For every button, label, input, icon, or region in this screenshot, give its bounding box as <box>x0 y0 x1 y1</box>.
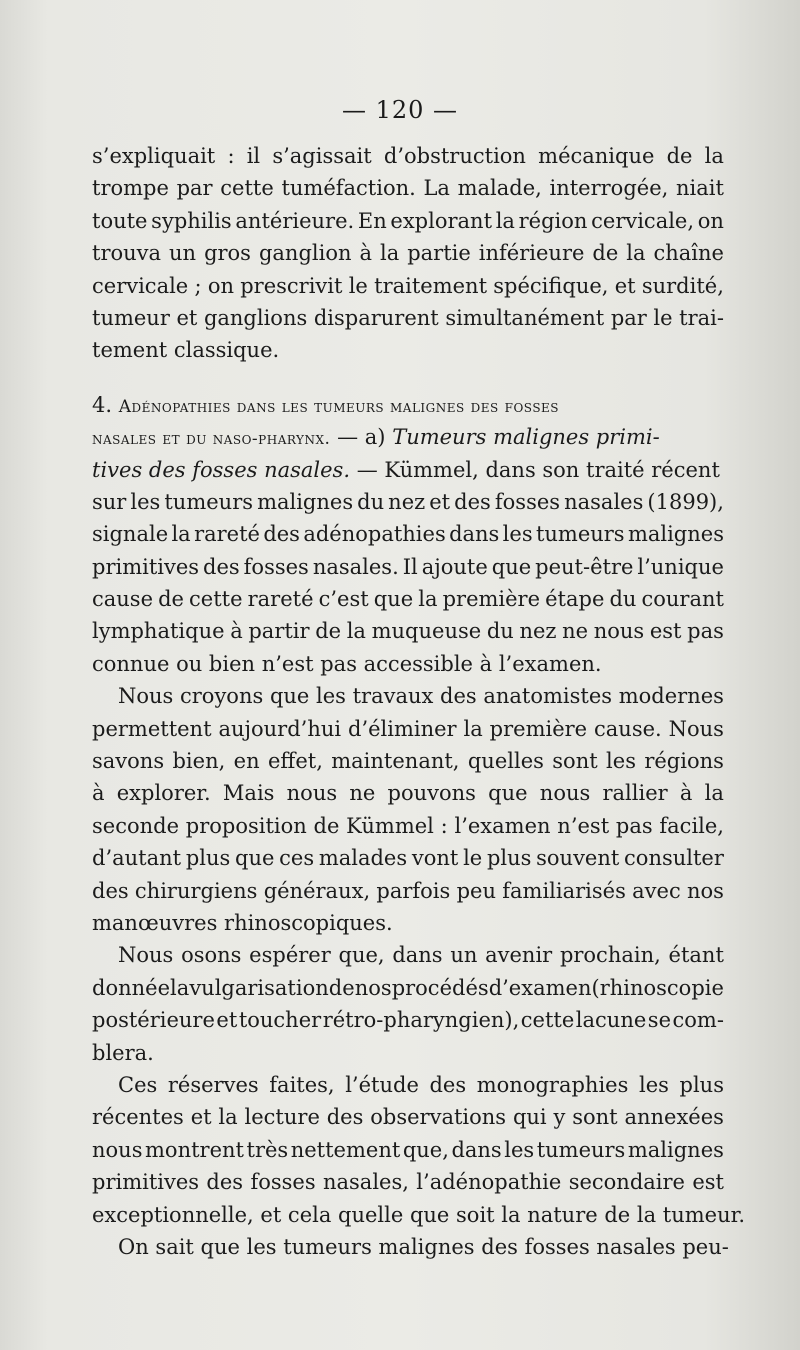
text-line: d’autant plus que ces malades vont le plus souvent consulter <box>92 846 724 871</box>
paragraph-3 <box>92 680 724 939</box>
paragraph-5 <box>92 1069 746 1231</box>
text-line: savons bien, en effet, maintenant, quelles sont les régions <box>92 749 724 774</box>
page-number: — 120 — <box>341 96 459 124</box>
text-line: tumeur et ganglions disparurent simultanément par le trai- <box>92 305 724 330</box>
text-line: On sait que les tumeurs malignes des fosses nasales peu- <box>118 1234 729 1259</box>
text-line: connue ou bien n’est pas accessible à l’examen. <box>92 651 602 676</box>
text-line: trouva un gros ganglion à la partie inférieure de la chaîne <box>92 241 724 266</box>
section-4 <box>92 389 724 681</box>
section-heading: Adénopathies dans les tumeurs malignes des fosses <box>118 396 560 417</box>
text-line: Ces réserves faites, l’étude des monographies les plus <box>118 1072 724 1097</box>
text-line: à explorer. Mais nous ne pouvons que nous rallier à la <box>92 781 724 806</box>
section-heading-line: nasales et du naso-pharynx. — a) Tumeurs malignes primi- <box>92 425 660 450</box>
text-line: Nous osons espérer que, dans un avenir prochain, étant <box>118 943 724 968</box>
text-line: cause de cette rareté c’est que la première étape du courant <box>92 587 724 612</box>
body-text <box>92 140 746 1263</box>
text-line: lymphatique à partir de la muqueuse du nez ne nous est pas <box>92 619 724 644</box>
text-line: sur les tumeurs malignes du nez et des fosses nasales (1899), <box>92 489 724 514</box>
text-line: récentes et la lecture des observations qui y sont annexées <box>92 1105 724 1130</box>
text-line: tement classique. <box>92 338 280 363</box>
text-line: postérieure et toucher rétro-pharyngien), cette lacune se com- <box>92 1008 724 1033</box>
paragraph-1 <box>92 140 724 367</box>
text-line: primitives des fosses nasales. Il ajoute que peut-être l’unique <box>92 554 724 579</box>
text-line: seconde proposition de Kümmel : l’examen n’est pas facile, <box>92 813 724 838</box>
text-line: Nous croyons que les travaux des anatomistes modernes <box>118 684 724 709</box>
text-line: cervicale ; on prescrivit le traitement spécifique, et surdité, <box>92 273 724 298</box>
text-line: signale la rareté des adénopathies dans les tumeurs malignes <box>92 522 724 547</box>
text-line: toute syphilis antérieure. En explorant la région cervicale, on <box>92 208 724 233</box>
paragraph-6 <box>92 1231 729 1263</box>
paragraph-4 <box>92 939 724 1069</box>
section-number: 4. <box>92 392 113 417</box>
text-line: tives des fosses nasales. — Kümmel, dans son traité récent <box>92 457 720 482</box>
text-line: blera. <box>92 1040 154 1065</box>
text-line: s’expliquait : il s’agissait d’obstruction mécanique de la <box>92 144 724 168</box>
text-line: des chirurgiens généraux, parfois peu familiarisés avec nos <box>92 878 724 903</box>
text-line: nous montrent très nettement que, dans les tumeurs malignes <box>92 1137 724 1162</box>
section-heading-line <box>92 389 724 421</box>
text-line: trompe par cette tuméfaction. La malade, interrogée, niait <box>92 176 724 201</box>
text-line: permettent aujourd’hui d’éliminer la première cause. Nous <box>92 716 724 741</box>
text-line: exceptionnelle, et cela quelle que soit la nature de la tumeur. <box>92 1202 746 1227</box>
text-line: donnée la vulgarisation de nos procédés d’examen (rhinoscopie <box>92 975 724 1000</box>
text-line: primitives des fosses nasales, l’adénopathie secondaire est <box>92 1170 724 1195</box>
text-line: manœuvres rhinoscopiques. <box>92 910 393 935</box>
